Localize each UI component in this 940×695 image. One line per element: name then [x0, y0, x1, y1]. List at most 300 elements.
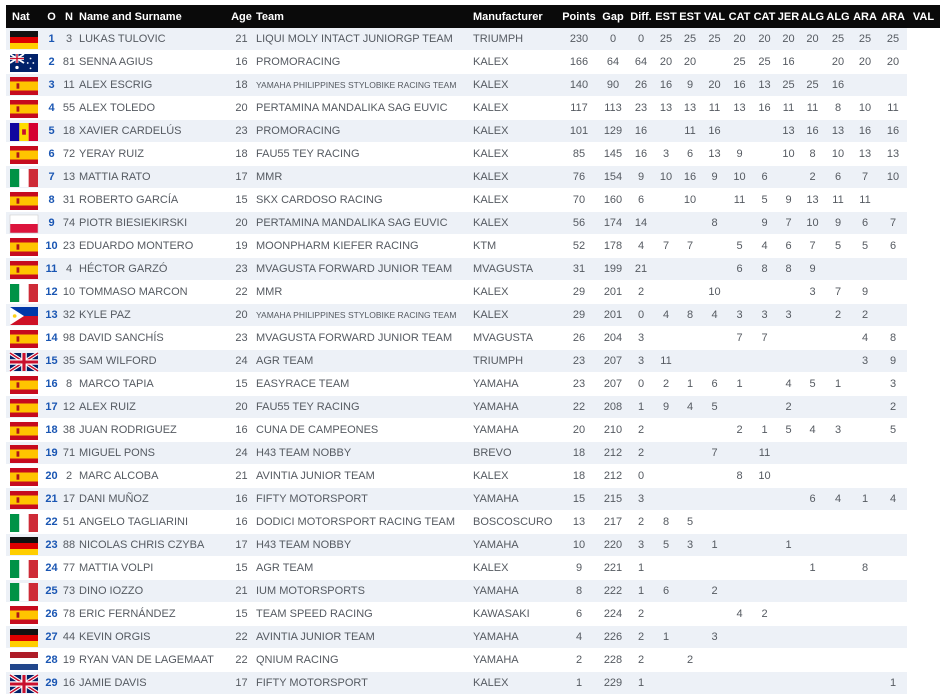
race-result-cell — [678, 626, 702, 649]
nationality-cell — [6, 350, 44, 373]
spain-flag-icon — [10, 491, 38, 509]
table-row[interactable] — [6, 580, 940, 603]
nationality-cell — [6, 672, 44, 695]
table-row[interactable] — [6, 281, 940, 304]
table-row[interactable] — [6, 465, 940, 488]
race-result-cell — [777, 672, 800, 695]
diff-cell: 2 — [628, 419, 654, 442]
column-header-4[interactable]: Age — [227, 5, 256, 28]
points-cell: 52 — [560, 235, 598, 258]
points-cell: 76 — [560, 166, 598, 189]
table-row[interactable] — [6, 511, 940, 534]
race-result-cell — [825, 465, 851, 488]
race-result-cell — [752, 350, 777, 373]
nationality-cell — [6, 281, 44, 304]
race-result-cell: 10 — [851, 97, 879, 120]
column-header-11[interactable]: EST — [678, 5, 702, 28]
table-row[interactable] — [6, 258, 940, 281]
race-result-cell: 6 — [678, 143, 702, 166]
race-result-cell: 20 — [654, 51, 678, 74]
column-header-13[interactable]: CAT — [727, 5, 752, 28]
gap-cell: 220 — [598, 534, 628, 557]
race-result-cell: 7 — [654, 235, 678, 258]
position-cell: 20 — [44, 465, 59, 488]
team-cell: QNIUM RACING — [256, 649, 473, 672]
nationality-cell — [6, 304, 44, 327]
team-cell: H43 TEAM NOBBY — [256, 534, 473, 557]
race-result-cell — [777, 511, 800, 534]
race-result-cell: 1 — [727, 373, 752, 396]
column-header-15[interactable]: JER — [777, 5, 800, 28]
table-row[interactable] — [6, 350, 940, 373]
column-header-9[interactable]: Diff. — [628, 5, 654, 28]
table-row[interactable] — [6, 97, 940, 120]
race-result-cell: 5 — [752, 189, 777, 212]
table-row[interactable] — [6, 557, 940, 580]
column-header-16[interactable]: ALG — [800, 5, 825, 28]
position-cell: 4 — [44, 97, 59, 120]
manufacturer-cell: KALEX — [473, 166, 560, 189]
race-result-cell: 8 — [702, 212, 727, 235]
nationality-cell — [6, 580, 44, 603]
race-result-cell: 25 — [678, 28, 702, 51]
race-result-cell — [702, 189, 727, 212]
nationality-cell — [6, 189, 44, 212]
race-result-cell: 7 — [678, 235, 702, 258]
race-result-cell — [678, 465, 702, 488]
race-result-cell: 8 — [752, 258, 777, 281]
rider-number-cell: 38 — [59, 419, 79, 442]
points-cell: 230 — [560, 28, 598, 51]
nationality-cell — [6, 603, 44, 626]
race-result-cell: 16 — [654, 74, 678, 97]
gap-cell: 64 — [598, 51, 628, 74]
diff-cell: 0 — [628, 304, 654, 327]
points-cell: 23 — [560, 350, 598, 373]
race-result-cell: 25 — [702, 28, 727, 51]
race-result-cell — [777, 580, 800, 603]
race-result-cell — [727, 212, 752, 235]
rider-number-cell: 77 — [59, 557, 79, 580]
team-cell: DODICI MOTORSPORT RACING TEAM — [256, 511, 473, 534]
race-result-cell: 11 — [800, 97, 825, 120]
points-cell: 29 — [560, 304, 598, 327]
race-result-cell: 3 — [851, 350, 879, 373]
position-cell: 13 — [44, 304, 59, 327]
race-result-cell: 16 — [825, 74, 851, 97]
diff-cell: 1 — [628, 396, 654, 419]
position-cell: 7 — [44, 166, 59, 189]
rider-name-cell: SENNA AGIUS — [79, 51, 227, 74]
position-cell: 3 — [44, 74, 59, 97]
rider-number-cell: 8 — [59, 373, 79, 396]
column-header-6[interactable]: Manufacturer — [473, 5, 560, 28]
team-cell: MMR — [256, 281, 473, 304]
race-result-cell: 13 — [702, 143, 727, 166]
rider-number-cell: 81 — [59, 51, 79, 74]
race-result-cell — [851, 373, 879, 396]
table-row[interactable] — [6, 189, 940, 212]
race-result-cell — [752, 120, 777, 143]
team-cell: IUM MOTORSPORTS — [256, 580, 473, 603]
race-result-cell — [678, 488, 702, 511]
race-result-cell: 2 — [654, 373, 678, 396]
table-row[interactable] — [6, 419, 940, 442]
points-cell: 20 — [560, 419, 598, 442]
race-result-cell: 2 — [752, 603, 777, 626]
position-cell: 27 — [44, 626, 59, 649]
race-result-cell: 5 — [800, 373, 825, 396]
race-result-cell — [752, 672, 777, 695]
race-result-cell — [800, 442, 825, 465]
position-cell: 21 — [44, 488, 59, 511]
nationality-cell — [6, 442, 44, 465]
team-cell: FAU55 TEY RACING — [256, 143, 473, 166]
column-header-12[interactable]: VAL — [702, 5, 727, 28]
column-header-17[interactable]: ALG — [825, 5, 851, 28]
diff-cell: 3 — [628, 488, 654, 511]
column-header-0[interactable]: Nat — [6, 5, 44, 28]
race-result-cell — [678, 212, 702, 235]
diff-cell: 1 — [628, 580, 654, 603]
table-row[interactable] — [6, 304, 940, 327]
race-result-cell — [825, 534, 851, 557]
nationality-cell — [6, 74, 44, 97]
race-result-cell — [702, 465, 727, 488]
race-result-cell: 4 — [654, 304, 678, 327]
race-result-cell: 9 — [825, 212, 851, 235]
race-result-cell — [654, 603, 678, 626]
gap-cell: 212 — [598, 442, 628, 465]
race-result-cell — [727, 350, 752, 373]
race-result-cell — [654, 419, 678, 442]
race-result-cell: 9 — [879, 350, 907, 373]
race-result-cell — [752, 534, 777, 557]
age-cell: 20 — [227, 396, 256, 419]
table-row[interactable] — [6, 143, 940, 166]
race-result-cell — [752, 649, 777, 672]
race-result-cell: 8 — [879, 327, 907, 350]
table-row[interactable] — [6, 396, 940, 419]
race-result-cell: 8 — [654, 511, 678, 534]
diff-cell: 0 — [628, 28, 654, 51]
points-cell: 140 — [560, 74, 598, 97]
race-result-cell: 4 — [727, 603, 752, 626]
table-row[interactable] — [6, 373, 940, 396]
nationality-cell — [6, 557, 44, 580]
team-cell: FIFTY MOTORSPORT — [256, 672, 473, 695]
race-result-cell — [879, 281, 907, 304]
spain-flag-icon — [10, 399, 38, 417]
age-cell: 15 — [227, 373, 256, 396]
race-result-cell — [800, 649, 825, 672]
rider-name-cell: JUAN RODRIGUEZ — [79, 419, 227, 442]
race-result-cell — [825, 350, 851, 373]
gap-cell: 215 — [598, 488, 628, 511]
race-result-cell — [777, 281, 800, 304]
race-result-cell: 25 — [752, 51, 777, 74]
position-cell: 1 — [44, 28, 59, 51]
race-result-cell: 7 — [825, 281, 851, 304]
race-result-cell: 1 — [825, 373, 851, 396]
nationality-cell — [6, 327, 44, 350]
rider-name-cell: MARCO TAPIA — [79, 373, 227, 396]
race-result-cell: 25 — [777, 74, 800, 97]
diff-cell: 16 — [628, 120, 654, 143]
manufacturer-cell: KALEX — [473, 120, 560, 143]
spain-flag-icon — [10, 422, 38, 440]
race-result-cell — [702, 511, 727, 534]
gap-cell: 199 — [598, 258, 628, 281]
manufacturer-cell: YAMAHA — [473, 580, 560, 603]
race-result-cell: 6 — [800, 488, 825, 511]
race-result-cell: 10 — [654, 166, 678, 189]
column-header-8[interactable]: Gap — [598, 5, 628, 28]
race-result-cell: 4 — [702, 304, 727, 327]
rider-name-cell: HÉCTOR GARZÓ — [79, 258, 227, 281]
table-body — [6, 28, 940, 695]
manufacturer-cell: MVAGUSTA — [473, 327, 560, 350]
rider-name-cell: DAVID SANCHÍS — [79, 327, 227, 350]
race-result-cell — [678, 350, 702, 373]
race-result-cell — [825, 672, 851, 695]
nationality-cell — [6, 534, 44, 557]
table-row[interactable] — [6, 327, 940, 350]
race-result-cell: 5 — [879, 419, 907, 442]
race-result-cell: 6 — [727, 258, 752, 281]
table-row[interactable] — [6, 649, 940, 672]
team-cell: YAMAHA PHILIPPINES STYLOBIKE RACING TEAM — [256, 304, 473, 327]
race-result-cell: 3 — [702, 626, 727, 649]
race-result-cell: 9 — [678, 74, 702, 97]
race-result-cell — [879, 603, 907, 626]
race-result-cell — [851, 442, 879, 465]
gap-cell: 221 — [598, 557, 628, 580]
points-cell: 8 — [560, 580, 598, 603]
race-result-cell — [752, 281, 777, 304]
race-result-cell: 6 — [702, 373, 727, 396]
race-result-cell: 4 — [800, 419, 825, 442]
race-result-cell — [851, 672, 879, 695]
table-row[interactable] — [6, 442, 940, 465]
gap-cell: 145 — [598, 143, 628, 166]
age-cell: 24 — [227, 350, 256, 373]
table-row[interactable] — [6, 212, 940, 235]
race-result-cell — [654, 672, 678, 695]
nationality-cell — [6, 419, 44, 442]
team-cell: H43 TEAM NOBBY — [256, 442, 473, 465]
table-row[interactable] — [6, 120, 940, 143]
team-cell: MVAGUSTA FORWARD JUNIOR TEAM — [256, 258, 473, 281]
rider-number-cell: 18 — [59, 120, 79, 143]
team-cell: EASYRACE TEAM — [256, 373, 473, 396]
race-result-cell: 10 — [879, 166, 907, 189]
column-header-7[interactable]: Points — [560, 5, 598, 28]
rider-name-cell: ANGELO TAGLIARINI — [79, 511, 227, 534]
race-result-cell: 8 — [800, 143, 825, 166]
diff-cell: 16 — [628, 143, 654, 166]
table-row[interactable] — [6, 235, 940, 258]
race-result-cell — [879, 580, 907, 603]
race-result-cell — [678, 281, 702, 304]
rider-number-cell: 73 — [59, 580, 79, 603]
table-row[interactable] — [6, 603, 940, 626]
points-cell: 6 — [560, 603, 598, 626]
manufacturer-cell: KALEX — [473, 281, 560, 304]
nationality-cell — [6, 488, 44, 511]
table-row[interactable] — [6, 51, 940, 74]
race-result-cell — [800, 465, 825, 488]
rider-number-cell: 11 — [59, 74, 79, 97]
age-cell: 17 — [227, 672, 256, 695]
table-row[interactable] — [6, 166, 940, 189]
diff-cell: 64 — [628, 51, 654, 74]
race-result-cell: 5 — [654, 534, 678, 557]
race-result-cell — [752, 511, 777, 534]
points-cell: 70 — [560, 189, 598, 212]
rider-name-cell: KYLE PAZ — [79, 304, 227, 327]
race-result-cell — [678, 557, 702, 580]
race-result-cell — [702, 557, 727, 580]
table-row[interactable] — [6, 488, 940, 511]
race-result-cell — [825, 327, 851, 350]
manufacturer-cell: KALEX — [473, 97, 560, 120]
race-result-cell — [879, 189, 907, 212]
manufacturer-cell: YAMAHA — [473, 419, 560, 442]
column-header-14[interactable]: CAT — [752, 5, 777, 28]
rider-number-cell: 88 — [59, 534, 79, 557]
race-result-cell: 13 — [752, 74, 777, 97]
position-cell: 15 — [44, 350, 59, 373]
race-result-cell — [777, 603, 800, 626]
netherlands-flag-icon — [10, 652, 38, 670]
race-result-cell: 11 — [727, 189, 752, 212]
column-header-10[interactable]: EST — [654, 5, 678, 28]
team-cell: PERTAMINA MANDALIKA SAG EUVIC — [256, 97, 473, 120]
race-result-cell — [851, 419, 879, 442]
age-cell: 21 — [227, 28, 256, 51]
spain-flag-icon — [10, 606, 38, 624]
gap-cell: 0 — [598, 28, 628, 51]
race-result-cell: 10 — [727, 166, 752, 189]
race-result-cell — [654, 120, 678, 143]
age-cell: 23 — [227, 327, 256, 350]
race-result-cell — [800, 51, 825, 74]
rider-number-cell: 72 — [59, 143, 79, 166]
race-result-cell — [752, 373, 777, 396]
gap-cell: 229 — [598, 672, 628, 695]
table-row[interactable] — [6, 534, 940, 557]
points-cell: 56 — [560, 212, 598, 235]
column-header-1[interactable]: O — [44, 5, 59, 28]
table-row[interactable] — [6, 28, 940, 51]
nationality-cell — [6, 97, 44, 120]
race-result-cell: 2 — [879, 396, 907, 419]
position-cell: 29 — [44, 672, 59, 695]
rider-name-cell: DINO IOZZO — [79, 580, 227, 603]
race-result-cell: 25 — [825, 28, 851, 51]
column-header-5[interactable]: Team — [256, 5, 473, 28]
race-result-cell — [678, 603, 702, 626]
spain-flag-icon — [10, 192, 38, 210]
race-result-cell: 16 — [777, 51, 800, 74]
nationality-cell — [6, 51, 44, 74]
table-row[interactable] — [6, 672, 940, 695]
germany-flag-icon — [10, 31, 38, 49]
column-header-20[interactable]: VAL — [907, 5, 940, 28]
team-cell: PERTAMINA MANDALIKA SAG EUVIC — [256, 212, 473, 235]
points-cell: 31 — [560, 258, 598, 281]
column-header-19[interactable]: ARA — [879, 5, 907, 28]
points-cell: 1 — [560, 672, 598, 695]
race-result-cell — [678, 580, 702, 603]
rider-number-cell: 3 — [59, 28, 79, 51]
race-result-cell: 7 — [702, 442, 727, 465]
rider-number-cell: 17 — [59, 488, 79, 511]
rider-name-cell: TOMMASO MARCON — [79, 281, 227, 304]
race-result-cell: 20 — [752, 28, 777, 51]
table-row[interactable] — [6, 626, 940, 649]
rider-name-cell: JAMIE DAVIS — [79, 672, 227, 695]
race-result-cell: 20 — [777, 28, 800, 51]
manufacturer-cell: KALEX — [473, 74, 560, 97]
diff-cell: 2 — [628, 442, 654, 465]
race-result-cell — [678, 327, 702, 350]
race-result-cell — [752, 557, 777, 580]
race-result-cell: 13 — [879, 143, 907, 166]
diff-cell: 3 — [628, 327, 654, 350]
team-cell: FIFTY MOTORSPORT — [256, 488, 473, 511]
race-result-cell — [727, 626, 752, 649]
race-result-cell: 2 — [702, 580, 727, 603]
race-result-cell — [654, 488, 678, 511]
team-cell: TEAM SPEED RACING — [256, 603, 473, 626]
gap-cell: 210 — [598, 419, 628, 442]
spain-flag-icon — [10, 468, 38, 486]
race-result-cell — [825, 442, 851, 465]
column-header-3[interactable]: Name and Surname — [79, 5, 227, 28]
rider-number-cell: 10 — [59, 281, 79, 304]
diff-cell: 23 — [628, 97, 654, 120]
race-result-cell: 6 — [654, 580, 678, 603]
diff-cell: 3 — [628, 350, 654, 373]
diff-cell: 0 — [628, 465, 654, 488]
race-result-cell — [727, 649, 752, 672]
spain-flag-icon — [10, 376, 38, 394]
diff-cell: 2 — [628, 626, 654, 649]
column-header-2[interactable]: N — [59, 5, 79, 28]
manufacturer-cell: YAMAHA — [473, 534, 560, 557]
race-result-cell: 1 — [851, 488, 879, 511]
race-result-cell: 6 — [752, 166, 777, 189]
spain-flag-icon — [10, 146, 38, 164]
column-header-18[interactable]: ARA — [851, 5, 879, 28]
age-cell: 18 — [227, 143, 256, 166]
rider-number-cell: 44 — [59, 626, 79, 649]
table-row[interactable] — [6, 74, 940, 97]
race-result-cell: 20 — [879, 51, 907, 74]
points-cell: 117 — [560, 97, 598, 120]
team-cell: PROMORACING — [256, 51, 473, 74]
nationality-cell — [6, 649, 44, 672]
rider-name-cell: ROBERTO GARCÍA — [79, 189, 227, 212]
race-result-cell — [800, 304, 825, 327]
team-cell: MVAGUSTA FORWARD JUNIOR TEAM — [256, 327, 473, 350]
table-header-row — [6, 5, 940, 28]
race-result-cell: 10 — [800, 212, 825, 235]
diff-cell: 1 — [628, 672, 654, 695]
manufacturer-cell: YAMAHA — [473, 649, 560, 672]
